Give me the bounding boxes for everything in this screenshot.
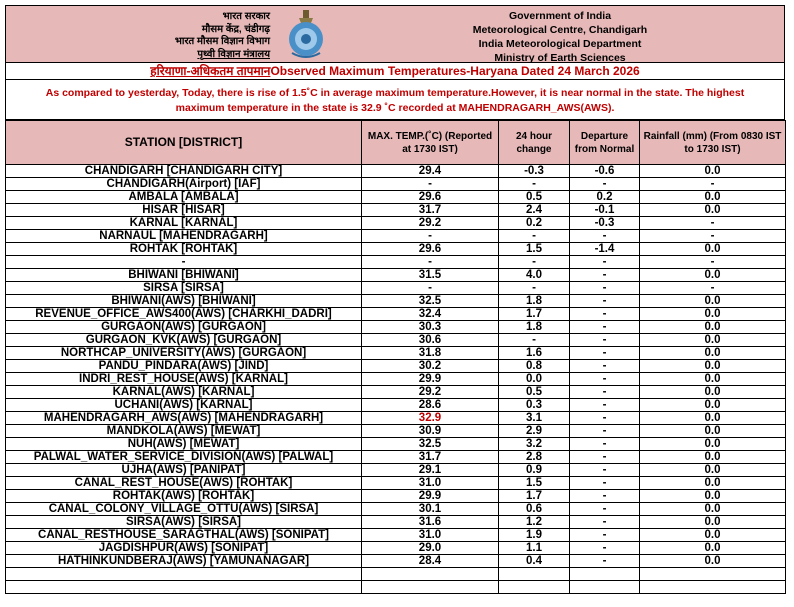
max-temp-cell: 31.7 <box>362 451 499 464</box>
table-row <box>6 282 786 295</box>
change-cell: 1.9 <box>499 529 570 542</box>
departure-cell: - <box>570 282 640 295</box>
rainfall-cell <box>640 568 786 581</box>
table-row <box>6 243 786 256</box>
temperature-table <box>5 120 786 594</box>
departure-cell: -0.1 <box>570 204 640 217</box>
station-cell: HISAR [HISAR] <box>6 204 362 217</box>
table-header-row <box>6 121 786 165</box>
max-temp-cell: 30.6 <box>362 334 499 347</box>
rainfall-cell: 0.0 <box>640 191 786 204</box>
rainfall-cell: - <box>640 217 786 230</box>
table-row <box>6 295 786 308</box>
change-cell: 4.0 <box>499 269 570 282</box>
departure-cell: - <box>570 360 640 373</box>
max-temp-cell: 29.9 <box>362 373 499 386</box>
station-cell: HATHINKUNDBERAJ(AWS) [YAMUNANAGAR] <box>6 555 362 568</box>
max-temp-cell: 32.5 <box>362 438 499 451</box>
station-cell: JAGDISHPUR(AWS) [SONIPAT] <box>6 542 362 555</box>
departure-cell: 0.2 <box>570 191 640 204</box>
departure-cell <box>570 568 640 581</box>
max-temp-cell: 30.2 <box>362 360 499 373</box>
table-row <box>6 269 786 282</box>
table-row <box>6 191 786 204</box>
max-temp-cell: 29.4 <box>362 165 499 178</box>
change-cell: 0.8 <box>499 360 570 373</box>
table-row <box>6 438 786 451</box>
rainfall-cell: 0.0 <box>640 438 786 451</box>
english-org-line: Government of India <box>508 10 612 22</box>
max-temp-cell: 29.9 <box>362 490 499 503</box>
max-temp-cell: 32.5 <box>362 295 499 308</box>
station-cell: SIRSA [SIRSA] <box>6 282 362 295</box>
table-row <box>6 204 786 217</box>
max-temp-cell <box>362 581 499 594</box>
rainfall-cell: 0.0 <box>640 542 786 555</box>
departure-cell: - <box>570 269 640 282</box>
departure-cell: - <box>570 451 640 464</box>
table-row <box>6 490 786 503</box>
departure-cell: - <box>570 490 640 503</box>
departure-cell: - <box>570 399 640 412</box>
max-temp-cell: - <box>362 282 499 295</box>
departure-cell: - <box>570 386 640 399</box>
change-cell: 0.0 <box>499 373 570 386</box>
max-temp-cell: 29.1 <box>362 464 499 477</box>
rainfall-cell: 0.0 <box>640 243 786 256</box>
max-temp-cell: 30.9 <box>362 425 499 438</box>
hindi-org-line: भारत मौसम विज्ञान विभाग <box>174 36 270 47</box>
change-cell: 2.4 <box>499 204 570 217</box>
max-temp-cell: 32.9 <box>362 412 499 425</box>
rainfall-cell: 0.0 <box>640 555 786 568</box>
rainfall-cell: 0.0 <box>640 399 786 412</box>
departure-cell: - <box>570 464 640 477</box>
max-temp-cell <box>362 568 499 581</box>
max-temp-cell: - <box>362 256 499 269</box>
table-row <box>6 464 786 477</box>
departure-column-header: Departure from Normal <box>570 121 640 165</box>
change-cell: 1.1 <box>499 542 570 555</box>
hindi-org-block <box>6 6 276 62</box>
departure-cell: - <box>570 347 640 360</box>
table-row <box>6 334 786 347</box>
max-temp-cell: - <box>362 178 499 191</box>
change-cell: 1.7 <box>499 308 570 321</box>
rainfall-cell: 0.0 <box>640 269 786 282</box>
rainfall-cell: 0.0 <box>640 529 786 542</box>
change-cell: 1.7 <box>499 490 570 503</box>
departure-cell: - <box>570 529 640 542</box>
table-row <box>6 555 786 568</box>
station-cell: CHANDIGARH(Airport) [IAF] <box>6 178 362 191</box>
station-cell: NUH(AWS) [MEWAT] <box>6 438 362 451</box>
change-cell: - <box>499 178 570 191</box>
departure-cell: - <box>570 178 640 191</box>
departure-cell: - <box>570 542 640 555</box>
table-row <box>6 568 786 581</box>
max-temp-cell: 31.6 <box>362 516 499 529</box>
change-cell: - <box>499 230 570 243</box>
station-cell: SIRSA(AWS) [SIRSA] <box>6 516 362 529</box>
imd-emblem-icon <box>276 6 336 62</box>
change-cell: 1.8 <box>499 295 570 308</box>
max-temp-cell: - <box>362 230 499 243</box>
station-cell: KARNAL [KARNAL] <box>6 217 362 230</box>
summary-line: As compared to yesterday, Today, there is rise of 1.5˚C in average maximum temperature.However, it is near normal in the state. The highest <box>45 87 745 99</box>
table-row <box>6 230 786 243</box>
change-cell: 1.6 <box>499 347 570 360</box>
table-row <box>6 581 786 594</box>
rainfall-cell: 0.0 <box>640 373 786 386</box>
report-sheet <box>5 5 785 594</box>
station-cell: PANDU_PINDARA(AWS) [JIND] <box>6 360 362 373</box>
max-temp-cell: 29.2 <box>362 386 499 399</box>
max-temp-cell: 31.0 <box>362 477 499 490</box>
hindi-org-line: मौसम केंद्र, चंडीगढ़ <box>201 23 270 35</box>
table-row <box>6 360 786 373</box>
change-cell: 0.4 <box>499 555 570 568</box>
station-cell: GURGAON(AWS) [GURGAON] <box>6 321 362 334</box>
change-cell: 2.8 <box>499 451 570 464</box>
table-row <box>6 178 786 191</box>
change-cell: 0.6 <box>499 503 570 516</box>
rainfall-cell: - <box>640 282 786 295</box>
station-cell: MAHENDRAGARH_AWS(AWS) [MAHENDRAGARH] <box>6 412 362 425</box>
station-cell: MANDKOLA(AWS) [MEWAT] <box>6 425 362 438</box>
departure-cell: -1.4 <box>570 243 640 256</box>
change-cell <box>499 581 570 594</box>
rainfall-cell: 0.0 <box>640 386 786 399</box>
summary-text <box>5 80 785 120</box>
change-cell: 2.9 <box>499 425 570 438</box>
station-cell: CHANDIGARH [CHANDIGARH CITY] <box>6 165 362 178</box>
change-column-header: 24 hour change <box>499 121 570 165</box>
table-row <box>6 399 786 412</box>
hindi-org-line: भारत सरकार <box>222 11 270 22</box>
rainfall-cell: 0.0 <box>640 412 786 425</box>
max-temp-cell: 29.2 <box>362 217 499 230</box>
english-org-line: Ministry of Earth Sciences <box>494 52 626 64</box>
station-cell: ROHTAK(AWS) [ROHTAK] <box>6 490 362 503</box>
english-org-line: India Meteorological Department <box>478 38 642 50</box>
station-cell: - <box>6 256 362 269</box>
rainfall-cell: - <box>640 230 786 243</box>
departure-cell: - <box>570 295 640 308</box>
station-cell: AMBALA [AMBALA] <box>6 191 362 204</box>
departure-cell: - <box>570 516 640 529</box>
table-row <box>6 503 786 516</box>
max-temp-cell: 31.7 <box>362 204 499 217</box>
table-body <box>6 165 786 594</box>
max-temp-column-header: MAX. TEMP.(˚C) (Reported at 1730 IST) <box>362 121 499 165</box>
rainfall-cell: 0.0 <box>640 464 786 477</box>
change-cell <box>499 568 570 581</box>
report-title-hindi: हरियाणा-अधिकतम तापमान <box>150 64 271 78</box>
station-cell: PALWAL_WATER_SERVICE_DIVISION(AWS) [PALWAL] <box>6 451 362 464</box>
rainfall-cell: 0.0 <box>640 477 786 490</box>
report-header <box>5 5 785 63</box>
max-temp-cell: 31.0 <box>362 529 499 542</box>
max-temp-cell: 31.5 <box>362 269 499 282</box>
departure-cell: - <box>570 334 640 347</box>
departure-cell: - <box>570 425 640 438</box>
table-row <box>6 529 786 542</box>
max-temp-cell: 30.1 <box>362 503 499 516</box>
station-cell <box>6 568 362 581</box>
change-cell: 0.2 <box>499 217 570 230</box>
table-row <box>6 217 786 230</box>
station-cell: CANAL_REST_HOUSE(AWS) [ROHTAK] <box>6 477 362 490</box>
summary-line: maximum temperature in the state is 32.9 ˚C recorded at MAHENDRAGARH_AWS(AWS). <box>175 102 615 114</box>
rainfall-cell: 0.0 <box>640 516 786 529</box>
change-cell: 3.1 <box>499 412 570 425</box>
table-row <box>6 477 786 490</box>
table-row <box>6 165 786 178</box>
table-row <box>6 347 786 360</box>
max-temp-cell: 29.0 <box>362 542 499 555</box>
change-cell: - <box>499 282 570 295</box>
rainfall-cell: 0.0 <box>640 425 786 438</box>
change-cell: 1.2 <box>499 516 570 529</box>
rainfall-cell: 0.0 <box>640 503 786 516</box>
table-row <box>6 256 786 269</box>
max-temp-cell: 29.6 <box>362 191 499 204</box>
rainfall-cell: - <box>640 178 786 191</box>
departure-cell <box>570 581 640 594</box>
english-org-line: Meteorological Centre, Chandigarh <box>472 24 648 36</box>
departure-cell: - <box>570 308 640 321</box>
departure-cell: -0.6 <box>570 165 640 178</box>
hindi-org-line: पृथ्वी विज्ञान मंत्रालय <box>197 48 270 60</box>
max-temp-cell: 30.3 <box>362 321 499 334</box>
rainfall-cell: 0.0 <box>640 204 786 217</box>
rainfall-cell: 0.0 <box>640 490 786 503</box>
station-cell: NARNAUL [MAHENDRAGARH] <box>6 230 362 243</box>
table-row <box>6 542 786 555</box>
departure-cell: - <box>570 503 640 516</box>
station-cell: ROHTAK [ROHTAK] <box>6 243 362 256</box>
table-row <box>6 373 786 386</box>
departure-cell: - <box>570 230 640 243</box>
change-cell: 3.2 <box>499 438 570 451</box>
change-cell: 1.5 <box>499 477 570 490</box>
station-column-header: STATION [DISTRICT] <box>6 121 362 165</box>
change-cell: 1.8 <box>499 321 570 334</box>
max-temp-cell: 31.8 <box>362 347 499 360</box>
table-row <box>6 516 786 529</box>
max-temp-cell: 28.6 <box>362 399 499 412</box>
departure-cell: - <box>570 438 640 451</box>
english-org-block <box>336 6 784 62</box>
rainfall-cell: 0.0 <box>640 360 786 373</box>
station-cell: UJHA(AWS) [PANIPAT] <box>6 464 362 477</box>
change-cell: 0.5 <box>499 386 570 399</box>
station-cell: REVENUE_OFFICE_AWS400(AWS) [CHARKHI_DADRI] <box>6 308 362 321</box>
departure-cell: - <box>570 321 640 334</box>
station-cell <box>6 581 362 594</box>
station-cell: CANAL_RESTHOUSE_SARAGTHAL(AWS) [SONIPAT] <box>6 529 362 542</box>
station-cell: BHIWANI [BHIWANI] <box>6 269 362 282</box>
change-cell: 1.5 <box>499 243 570 256</box>
rainfall-cell: 0.0 <box>640 295 786 308</box>
station-cell: KARNAL(AWS) [KARNAL] <box>6 386 362 399</box>
station-cell: NORTHCAP_UNIVERSITY(AWS) [GURGAON] <box>6 347 362 360</box>
max-temp-cell: 28.4 <box>362 555 499 568</box>
table-row <box>6 425 786 438</box>
rainfall-cell: 0.0 <box>640 334 786 347</box>
change-cell: 0.3 <box>499 399 570 412</box>
rainfall-cell <box>640 581 786 594</box>
rainfall-cell: 0.0 <box>640 308 786 321</box>
report-title <box>5 63 785 80</box>
departure-cell: - <box>570 256 640 269</box>
rainfall-cell: 0.0 <box>640 165 786 178</box>
table-row <box>6 412 786 425</box>
max-temp-cell: 32.4 <box>362 308 499 321</box>
change-cell: - <box>499 334 570 347</box>
report-title-english: Observed Maximum Temperatures-Haryana Dated 24 March 2026 <box>270 64 640 78</box>
table-row <box>6 451 786 464</box>
rainfall-column-header: Rainfall (mm) (From 0830 IST to 1730 IST) <box>640 121 786 165</box>
departure-cell: - <box>570 412 640 425</box>
rainfall-cell: 0.0 <box>640 347 786 360</box>
change-cell: -0.3 <box>499 165 570 178</box>
station-cell: UCHANI(AWS) [KARNAL] <box>6 399 362 412</box>
rainfall-cell: 0.0 <box>640 321 786 334</box>
table-row <box>6 321 786 334</box>
departure-cell: - <box>570 477 640 490</box>
table-row <box>6 386 786 399</box>
table-row <box>6 308 786 321</box>
rainfall-cell: 0.0 <box>640 451 786 464</box>
departure-cell: - <box>570 555 640 568</box>
departure-cell: - <box>570 373 640 386</box>
rainfall-cell: - <box>640 256 786 269</box>
station-cell: CANAL_COLONY_VILLAGE_OTTU(AWS) [SIRSA] <box>6 503 362 516</box>
departure-cell: -0.3 <box>570 217 640 230</box>
station-cell: GURGAON_KVK(AWS) [GURGAON] <box>6 334 362 347</box>
change-cell: 0.5 <box>499 191 570 204</box>
station-cell: BHIWANI(AWS) [BHIWANI] <box>6 295 362 308</box>
max-temp-cell: 29.6 <box>362 243 499 256</box>
station-cell: INDRI_REST_HOUSE(AWS) [KARNAL] <box>6 373 362 386</box>
change-cell: - <box>499 256 570 269</box>
change-cell: 0.9 <box>499 464 570 477</box>
